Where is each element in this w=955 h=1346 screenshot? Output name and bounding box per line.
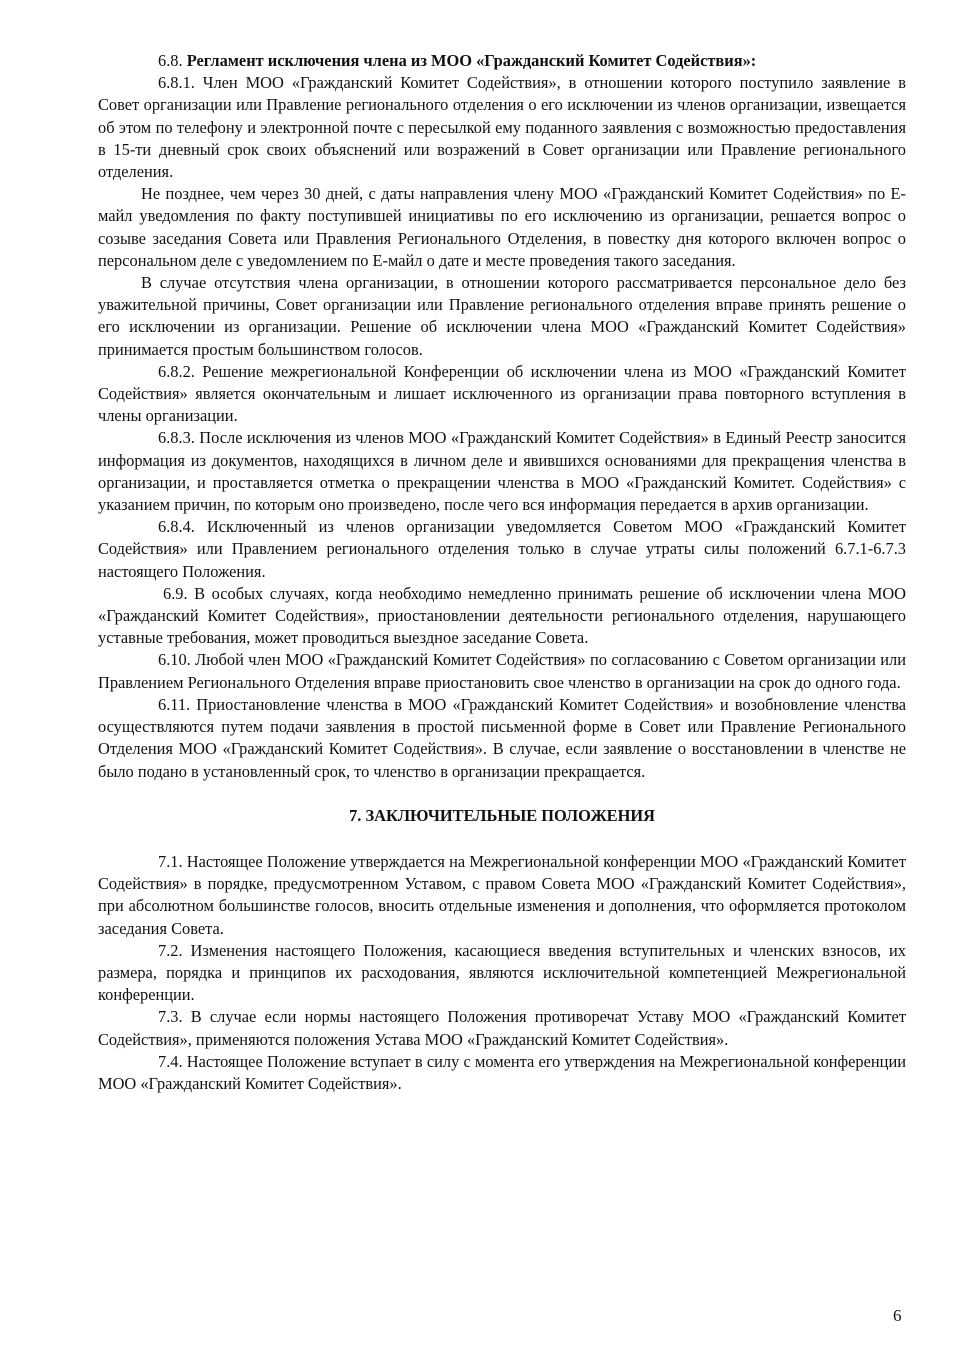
page-number: 6	[893, 1306, 902, 1325]
paragraph-6-8-2: 6.8.2. Решение межрегиональной Конференции об исключении члена из МОО «Гражданский Комитет Содействия» является окончательным и лишает исключенного из организации права повторного вступления в члены организации.	[98, 361, 906, 426]
paragraph-6-8-4: 6.8.4. Исключенный из членов организации уведомляется Советом МОО «Гражданский Комитет Содействия» или Правлением регионального отделения только в случае утраты силы положений 6.7.1-6.7.3 настоящего Положения.	[98, 517, 906, 581]
paragraph-6-8-3: 6.8.3. После исключения из членов МОО «Гражданский Комитет Содействия» в Единый Реестр заносится информация из документов, находящихся в личном деле и явившихся основаниями для прекращения членства в организации, и проставляется отметка о прекращении членства в МОО «Гражданский Комитет. Содействия» с указанием причин, по которым оно произведено, после чего вся информация передается в архив организации.	[98, 428, 906, 515]
paragraph-6-10: 6.10. Любой член МОО «Гражданский Комитет Содействия» по согласованию с Советом организации или Правлением Регионального Отделения вправе приостановить свое членство в организации на срок до одного года.	[98, 650, 906, 692]
paragraph-7-3: 7.3. В случае если нормы настоящего Положения противоречат Уставу МОО «Гражданский Комитет Содействия», применяются положения Устава МОО «Гражданский Комитет Содействия».	[98, 1007, 906, 1049]
paragraph-7-2: 7.2. Изменения настоящего Положения, касающиеся введения вступительных и членских взносов, их размера, порядка и принципов их расходования, являются исключительной компетенцией Межрегиональной конференции.	[98, 940, 906, 1005]
paragraph-6-8-1: 6.8.1. Член МОО «Гражданский Комитет Содействия», в отношении которого поступило заявление в Совет организации или Правление регионального отделения о его исключении из членов организации, извещается об этом по телефону и электронной почте с пересылкой ему поданного заявления с возможностью предоставления в 15-ти дневный срок своих объяснений или возражений в Совет организации или Правление регионального отделения.	[98, 73, 906, 182]
section-6-8-number: 6.8.	[158, 51, 187, 70]
paragraph-7-4: 7.4. Настоящее Положение вступает в силу с момента его утверждения на Межрегиональной конференции МОО «Гражданский Комитет Содействия».	[98, 1051, 906, 1093]
paragraph-6-11: 6.11. Приостановление членства в МОО «Гражданский Комитет Содействия» и возобновление членства осуществляются путем подачи заявления в простой письменной форме в Совет или Правление Регионального Отделения МОО «Гражданский Комитет Содействия». В случае, если заявление о восстановлении в членстве не было подано в установленный срок, то членство в организации прекращается.	[98, 694, 906, 781]
document-body	[98, 50, 906, 1095]
paragraph-6-8-1-absence: В случае отсутствия члена организации, в отношении которого рассматривается персональное дело без уважительной причины, Совет организации или Правление регионального отделения вправе принять решение о его исключении из организации. Решение об исключении члена МОО «Гражданский Комитет Содействия» принимается простым большинством голосов.	[98, 273, 906, 359]
paragraph-6-8-1-deadline: Не позднее, чем через 30 дней, с даты направления члену МОО «Гражданский Комитет Содействия» по Е-майл уведомления по факту поступившей инициативы по его исключению из организации, решается вопрос о созыве заседания Совета или Правления Регионального Отделения, в повестку дня которого включен вопрос о персональном деле с уведомлением по Е-майл о дате и месте проведения такого заседания.	[98, 184, 906, 270]
section-6-8-title: Регламент исключения члена из МОО «Гражданский Комитет Содействия»:	[186, 51, 757, 70]
paragraph-7-1: 7.1. Настоящее Положение утверждается на Межрегиональной конференции МОО «Гражданский Комитет Содействия» в порядке, предусмотренном Уставом, с правом Совета МОО «Гражданский Комитет Содействия», при абсолютном большинстве голосов, вносить отдельные изменения и дополнения, что оформляется протоколом заседания Совета.	[98, 851, 906, 938]
section-7-title: 7. ЗАКЛЮЧИТЕЛЬНЫЕ ПОЛОЖЕНИЯ	[349, 805, 655, 825]
paragraph-6-9: 6.9. В особых случаях, когда необходимо немедленно принимать решение об исключении члена МОО «Гражданский Комитет Содействия», приостановлении деятельности регионального отделения, нарушающего уставные требования, может проводиться выездное заседание Совета.	[98, 583, 906, 648]
section-6-8-heading	[98, 50, 906, 72]
